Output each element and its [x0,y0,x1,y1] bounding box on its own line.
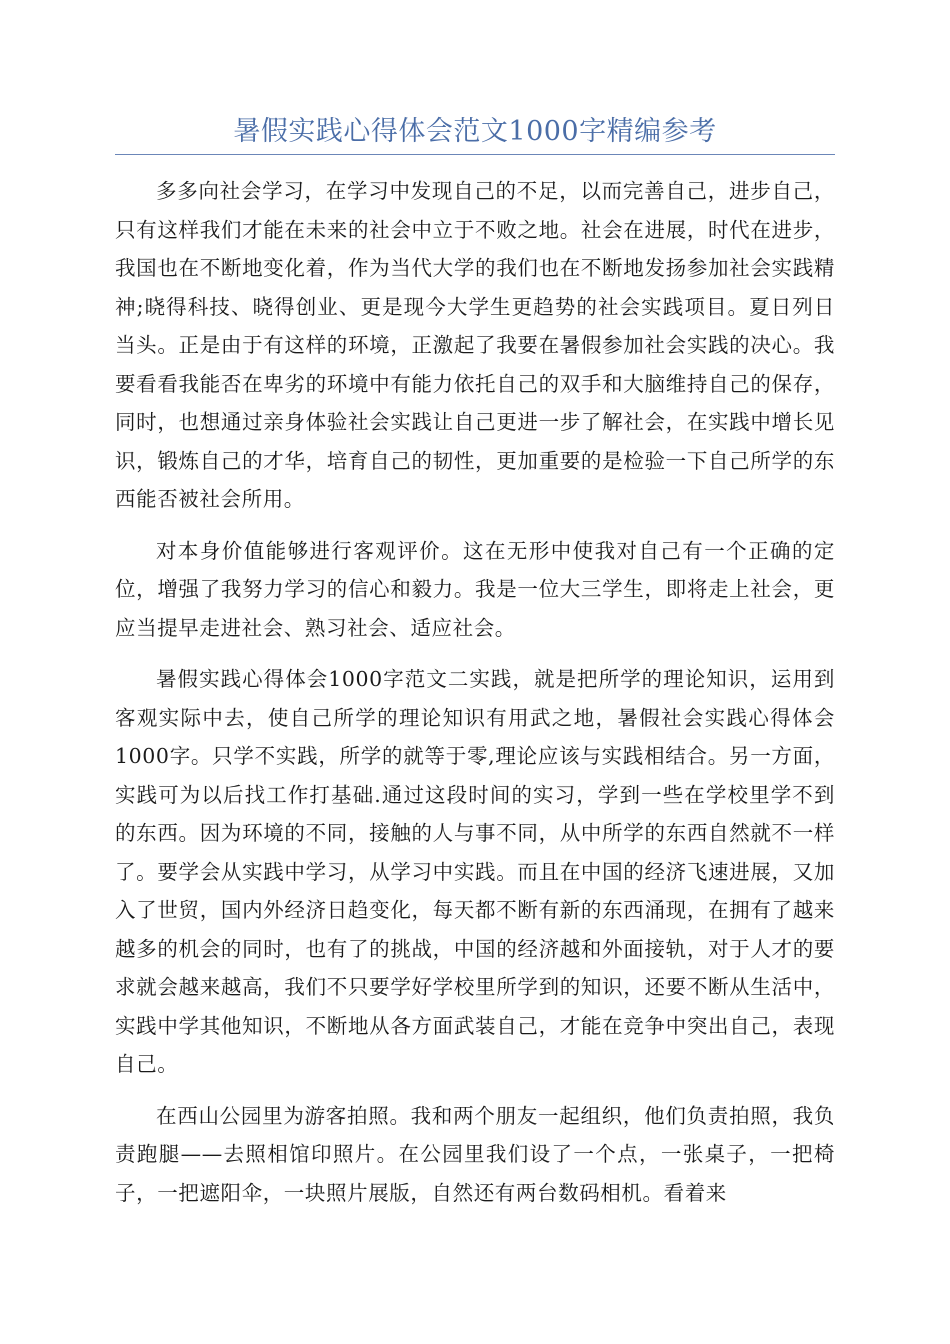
paragraph-2: 对本身价值能够进行客观评价。这在无形中使我对自己有一个正确的定位，增强了我努力学习的信心和毅力。我是一位大三学生，即将走上社会，更应当提早走进社会、熟习社会、适应社会。 [115,538,835,640]
paragraph-3: 暑假实践心得体会1000字范文二实践，就是把所学的理论知识，运用到客观实际中去，使自己所学的理论知识有用武之地，暑假社会实践心得体会1000字。只学不实践，所学的就等于零,理论应该与实践相结合。另一方面，实践可为以后找工作打基础.通过这段时间的实习，学到一些在学校里学不到的东西。因为环境的不同，接触的人与事不同，从中所学的东西自然就不一样了。要学会从实践中学习，从学习中实践。而且在中国的经济飞速进展，又加入了世贸，国内外经济日趋变化，每天都不断有新的东西涌现，在拥有了越来越多的机会的同时，也有了的挑战，中国的经济越和外面接轨，对于人才的要求就会越来越高，我们不只要学好学校里所学到的知识，还要不断从生活中，实践中学其他知识，不断地从各方面武装自己，才能在竞争中突出自己，表现自己。 [115,667,835,1076]
document-body [115,172,835,1225]
document-title: 暑假实践心得体会范文1000字精编参考 [233,116,717,147]
title-underline [115,154,835,155]
paragraph-1: 多多向社会学习，在学习中发现自己的不足，以而完善自己，进步自己，只有这样我们才能在未来的社会中立于不败之地。社会在进展，时代在进步，我国也在不断地变化着，作为当代大学的我们也在不断地发扬参加社会实践精神;晓得科技、晓得创业、更是现今大学生更趋势的社会实践项目。夏日列日当头。正是由于有这样的环境，正激起了我要在暑假参加社会实践的决心。我要看看我能否在卑劣的环境中有能力依托自己的双手和大脑维持自己的保存，同时，也想通过亲身体验社会实践让自己更进一步了解社会，在实践中增长见识，锻炼自己的才华，培育自己的韧性，更加重要的是检验一下自己所学的东西能否被社会所用。 [115,179,835,511]
paragraph-4: 在西山公园里为游客拍照。我和两个朋友一起组织，他们负责拍照，我负责跑腿——去照相馆印照片。在公园里我们设了一个点，一张桌子，一把椅子，一把遮阳伞，一块照片展版，自然还有两台数码相机。看着来 [115,1103,835,1205]
